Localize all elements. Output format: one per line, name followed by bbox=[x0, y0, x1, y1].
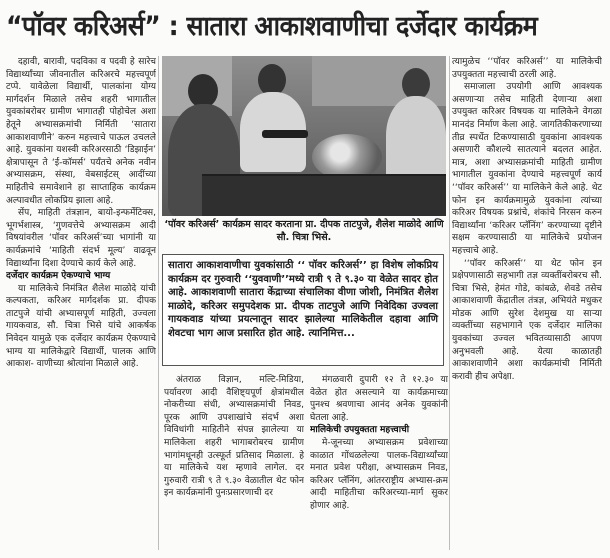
right-paragraph-1: त्यामुळेच ‘‘पॉवर करिअर्स’’ या मालिकेची उपयुक्तता महत्त्वाची ठरली आहे. bbox=[452, 57, 602, 80]
middle-paragraph-1: अंतराळ विज्ञान, मल्टि-मिडिया, पर्यावरण आदी वैशिष्ट्यपूर्ण क्षेत्रांमधील नोकरीच्या संधी, अभ्यासक्रमांची निवड, पूरक आणि उपशाखांचे संदर्भ अशा विविधांगी माहितीने संपन्न झालेल्या या मालिकेला शहरी भागाबरोबरच ग्रामीण भागांमधूनही उत्स्फूर्त प्रतिसाद मिळाला. हे या मालिकेचे यश म्हणावे लागेल. दर गुरुवारी रात्री ९ ते ९.३० वेळातील थेट फोन इन कार्यक्रमांनी पुनःप्रसारणाची दर bbox=[164, 375, 304, 499]
middle-subhead: मालिकेची उपयुक्तता महत्त्वाची bbox=[310, 425, 410, 436]
middle-column-1 bbox=[164, 374, 304, 550]
photo-caption: ‘पॉवर करिअर्स’ कार्यक्रम सादर करताना प्रा. दीपक ताटपुजे, शैलेश माळोदे आणि सौ. चित्रा भिसे. bbox=[164, 219, 444, 243]
intro-box: सातारा आकाशवाणीचा युवकांसाठी ‘‘ पॉवर करिअर्स’’ हा विशेष लोकप्रिय कार्यक्रम दर गुरुवारी ‘‘युववाणी’’मध्ये रात्री ९ ते ९.३० या वेळेत सादर होत आहे. आकाशवाणी सातारा केंद्राच्या संचालिका वीणा जोशी, निमंत्रित शैलेश माळोदे, करिअर समुपदेशक प्रा. दीपक ताटपुजे आणि निवेदिका उज्वला गायकवाड यांच्या प्रयत्नातून सादर झालेल्या मालिकेतील दहावा आणि शेवटचा भाग आज प्रसारित होत आहे. त्यानिमित्त... bbox=[162, 254, 444, 366]
column-rule-left bbox=[158, 56, 159, 550]
middle-paragraph-2: मंगळवारी दुपारी १२ ते १२.३० या वेळेत होत असल्याने या कार्यक्रमाच्या पुनश्च श्रवणाचा आनंद अनेक युवकांनी घेतला आहे. bbox=[310, 375, 448, 423]
middle-paragraph-3: मे-जूनच्या अभ्यासक्रम प्रवेशाच्या काळात गोंधळलेल्या पालक-विद्यार्थ्यांच्या मनात प्रवेश परीक्षा, अभ्यासक्रम निवड, करिअर प्लॅनिंग, आंतरराष्ट्रीय अभ्यास-क्रम आदी माहितीचा करिअरच्या-मार्ग सुकर होणार आहे. bbox=[310, 437, 448, 511]
right-paragraph-3: ‘‘पॉवर करिअर्स’’ या थेट फोन इन प्रक्षेपणासाठी सहभागी तज्ञ व्यक्तींबरोबरच सौ. चित्रा भिसे, हेमंत गोडे, कांबळे, शेवडे तसेच आकाशवाणी केंद्रातील तंत्रज्ञ, अभियंते मधुकर मोडक आणि सुरेश देशमुख या साऱ्या व्यक्तींच्या सहभागाने एक दर्जेदार मालिका युवकांच्या उज्वल भवितव्यासाठी आपण अनुभवली आहे. येत्या काळातही आकाशवाणीने अशा कार्यक्रमांची निर्मिती करावी हीच अपेक्षा. bbox=[452, 258, 602, 382]
right-column bbox=[452, 56, 602, 550]
photo-man-right bbox=[386, 96, 446, 182]
column-rule-right bbox=[449, 56, 450, 550]
photo-table bbox=[202, 174, 446, 216]
photo-microphone bbox=[262, 130, 308, 138]
left-subhead: दर्जेदार कार्यक्रम ऐकण्याचे भाग्य bbox=[6, 271, 111, 282]
headline: “पॉवर करिअर्स” : सातारा आकाशवाणीचा दर्जेदार कार्यक्रम bbox=[6, 11, 538, 42]
photo-woman-head bbox=[188, 74, 218, 108]
right-paragraph-2: समाजाला उपयोगी आणि आवश्यक असणाऱ्या तसेच माहिती देणाऱ्या अशा उपयुक्त करिअर विषयक या मालिकेने वेगळा मानदंड निर्माण केला आहे. जागतिकीकरणाच्या तीव्र स्पर्धेत टिकण्यासाठी युवकांना आवश्यक असणारी कौशल्ये सातत्याने बदलत आहेत. मात्र, अशा अभ्यासक्रमांची माहिती ग्रामीण भागातील युवकांना देण्याचे महत्त्वपूर्ण कार्य ‘‘पॉवर करिअर्स’’ या मालिकेने केले आहे. थेट फोन इन कार्यक्रमामुळे युवकांना त्यांच्या करिअर विषयक प्रश्नांचे, शंकांचे निरसन करुन विद्यार्थ्यांना ‘करिअर प्लॅनिंग’ करण्याच्या दृष्टीने सक्षम करण्यासाठी या मालिकेचे प्रयोजन महत्त्वाचे आहे. bbox=[452, 82, 602, 256]
program-photo bbox=[162, 56, 446, 216]
left-paragraph-3: या मालिकेचे निमंत्रित शैलेश माळोदे यांची कल्पकता, करिअर मार्गदर्शक प्रा. दीपक ताटपुजे यांची अभ्यासपूर्ण माहिती, उज्वला गायकवाड, सौ. चित्रा भिसे यांचे आकर्षक निवेदन यामुळे एक दर्जेदार कार्यक्रम ऐकण्याचे भाग्य या मालिकेद्वारे विद्यार्थी, पालक आणि आकाश- वाणीच्या श्रोत्यांना मिळाले आहे. bbox=[6, 283, 156, 370]
left-paragraph-2: सेंप, माहिती तंत्रज्ञान, बायो-इन्फर्मेटिक्स, भूगर्भशास्त्र, ‘गुणवत्तेचे अभ्यासक्रम आदी विषयांवरील ‘पॉवर करिअर्स’च्या भागांनी या कार्यक्रमांचे ‘माहिती संदर्भ मूल्य’ वाढवून विद्यार्थ्यांना दिशा देण्याचे कार्य केले आहे. bbox=[6, 208, 156, 269]
left-column bbox=[6, 56, 156, 550]
left-paragraph-1: दहावी, बारावी, पदविका व पदवी हे सारेच विद्यार्थ्यांच्या जीवनातील करिअरचे महत्त्वपूर्ण टप्पे. यावेळेला विद्यार्थी, पालकांना योग्य मार्गदर्शन मिळाले तसेच शहरी भागातील युवकांबरोबर ग्रामीण भागातही पोहोचेल अशा हेतूने अभ्यासक्रमांची निर्मिती ‘सातारा आकाशवाणीने’ करुन महत्त्वाचे पाऊल उचलले आहे. युवकांना यशस्वी करिअरसाठी ‘डिझाईन’ क्षेत्रापासून ते ‘ई-कॉमर्स’ पर्यंतचे अनेक नवीन अभ्यासक्रम, संस्था, वेबसाईटस् आदींच्या माहितीचे समावेशाने हा साप्ताहिक कार्यक्रम अल्पावधीत लोकप्रिय झाला आहे. bbox=[6, 57, 156, 206]
middle-column-2 bbox=[310, 374, 448, 550]
